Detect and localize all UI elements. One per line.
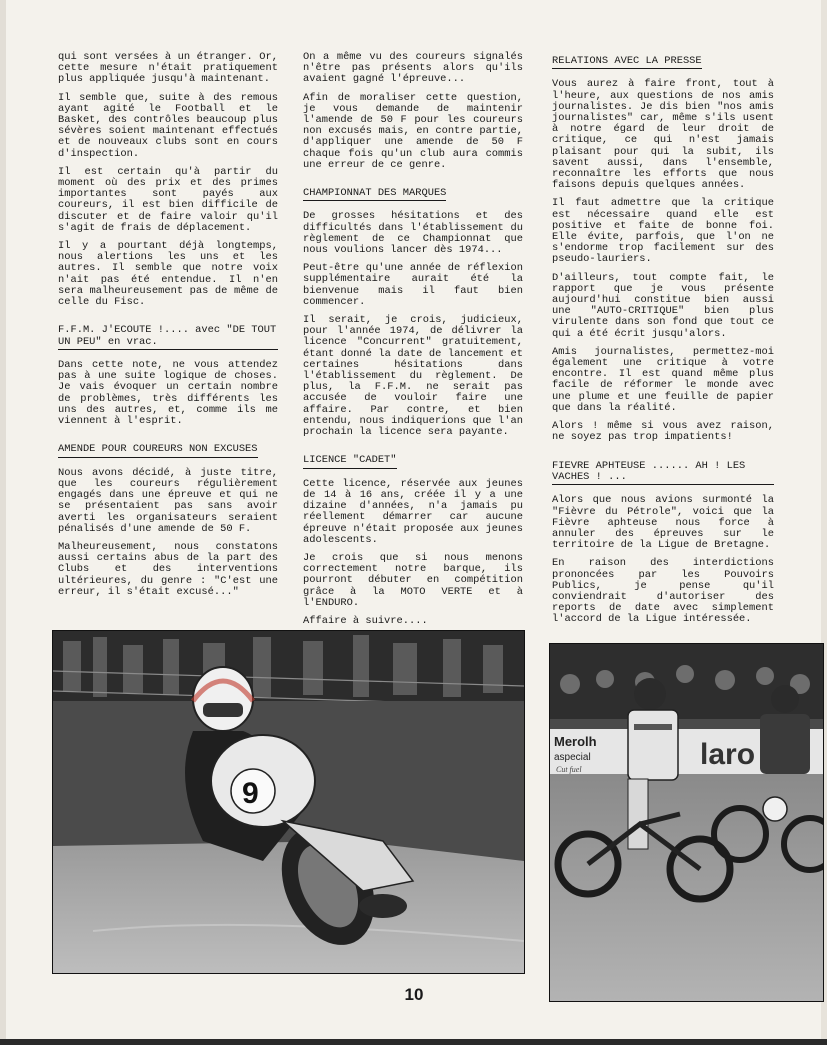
paragraph: Il semble que, suite à des remous ayant agité le Football et le Basket, des contrôles beaucoup plus sévères soient maintenant effectués et de nouveaux clubs sont en cours d'inspection. [58,91,278,160]
paragraph: Il est certain qu'à partir du moment où des prix et des primes importantes sont payés aux coureurs, il est bien difficile de discuter et de faire valoir qu'il s'agit de frais de déplacement. [58,165,278,234]
photo-motocross [549,643,824,1002]
column-1 [58,52,278,605]
paragraph: Vous aurez à faire front, tout à l'heure, aux questions de nos amis journalistes. Je dis bien "nos amis journalistes" car, même s'ils usent à notre égard de leur droit de critique, ce qui n'est jamais plaisant pour qui la subit, ils savent aussi, dans l'ensemble, reconnaître les efforts que nous faisons depuis quelques années. [552,78,774,192]
paragraph: qui sont versées à un étranger. Or, cette mesure n'était pratiquement plus appliquée jusqu'à maintenant. [58,51,278,86]
paragraph: Il serait, je crois, judicieux, pour l'année 1974, de délivrer la licence "Concurrent" gratuitement, étant donné la date de lancement et certaines hésitations dans l'établissement du règlement. De plus, la F.F.M. ne serait pas accusée de vouloir faire une affaire. Par contre, et bien entendu, nous indiquerions que l'an prochain la licence sera payante. [303,314,523,439]
paragraph: En raison des interdictions prononcées par les Pouvoirs Publics, je pense qu'il conviendrait d'autoriser des reports de date avec simplement l'accord de la Ligue intéressée. [552,557,774,626]
bike-number: 9 [242,777,259,810]
road-race-illustration [53,631,524,973]
banner-left-text-2: aspecial [554,752,591,763]
section-heading-ffm-ecoute: F.F.M. J'ECOUTE !.... avec "DE TOUT UN PEU" en vrac. [58,325,278,350]
paragraph: Peut-être qu'une année de réflexion supplémentaire aurait été la bienvenue mais il faut bien commencer. [303,262,523,308]
paragraph: Alors que nous avions surmonté la "Fièvre du Pétrole", voici que la Fièvre aphteuse nous force à annuler des épreuves sur le territoire de la Ligue de Bretagne. [552,494,774,552]
paragraph: Malheureusement, nous constatons aussi certains abus de la part des Clubs et des interventions ultérieures, du genre : "C'est une erreur, il s'était excusé..." [58,540,278,598]
paragraph: Je crois que si nous menons correctement notre barque, ils pourront débuter en compétition grâce à la MOTO VERTE et à l'ENDURO. [303,551,523,609]
scan-edge-left [0,0,6,1045]
paragraph: D'ailleurs, tout compte fait, le rapport que je vous présente aujourd'hui constitue bien aussi une "AUTO-CRITIQUE" bien plus virulente dans son fond que tout ce qui a été écrit jusqu'alors. [552,271,774,340]
paragraph: Cette licence, réservée aux jeunes de 14 à 16 ans, créée il y a une dizaine d'années, n'a jamais pu réellement démarrer car aucune épreuve n'était proposée aux jeunes adolescents. [303,477,523,546]
paragraph: Amis journalistes, permettez-moi également une critique à votre encontre. Il est quand même plus facile de réformer le monde avec une plume et une feuille de papier que dans la réalité. [552,345,774,414]
banner-left-text: Merolh [554,734,597,749]
photo-road-race [52,630,525,974]
banner-left-text-3: Cut fuel [556,765,582,774]
paragraph: Il y a pourtant déjà longtemps, nous alertions les uns et les autres. Il semble que notre voix n'ait pas été entendue. Il n'en sera malheureusement pas de même de celle du Fisc. [58,240,278,309]
section-heading-relations-presse: RELATIONS AVEC LA PRESSE [552,56,702,69]
paragraph: Dans cette note, ne vous attendez pas à une suite logique de choses. Je vais évoquer un certain nombre de problèmes, très différents les uns des autres, et, comme ils me viennent à l'esprit. [58,359,278,428]
section-heading-amende: AMENDE POUR COUREURS NON EXCUSES [58,444,258,457]
section-heading-championnat: CHAMPIONNAT DES MARQUES [303,188,446,201]
banner-right-text: laro [700,738,756,771]
paragraph: Nous avons décidé, à juste titre, que les coureurs régulièrement engagés dans une épreuve et qui ne se présentaient pas sans avoir averti les organisateurs seraient pénalisés d'une amende de 50 F. [58,466,278,535]
paragraph: De grosses hésitations et des difficultés dans l'établissement du règlement de ce Championnat que nous voulions lancer dès 1974... [303,210,523,257]
paragraph: Alors ! même si vous avez raison, ne soyez pas trop impatients! [552,420,774,444]
motocross-illustration [550,644,823,1001]
column-3 [552,56,774,633]
paragraph: Il faut admettre que la critique est nécessaire quand elle est positive et faite de bonne foi. Elle évite, parfois, que l'on ne s'endorme trop facilement sur des pseudo-lauriers. [552,197,774,266]
paragraph: Afin de moraliser cette question, je vous demande de maintenir l'amende de 50 F pour les coureurs non excusés mais, en contre partie, d'appliquer une amende de 50 F chaque fois qu'un club aura commis une erreur de ce genre. [303,91,523,171]
paragraph: Affaire à suivre.... [303,614,428,627]
scan-bottom-edge [0,1039,827,1045]
column-2 [303,52,523,634]
page-number: 10 [404,985,424,1004]
paragraph: On a même vu des coureurs signalés n'être pas présents alors qu'ils avaient gagné l'épreuve... [303,51,523,86]
section-heading-licence-cadet: LICENCE "CADET" [303,455,397,468]
section-heading-fievre-aphteuse: FIEVRE APHTEUSE ...... AH ! LES VACHES ! ... [552,461,774,486]
